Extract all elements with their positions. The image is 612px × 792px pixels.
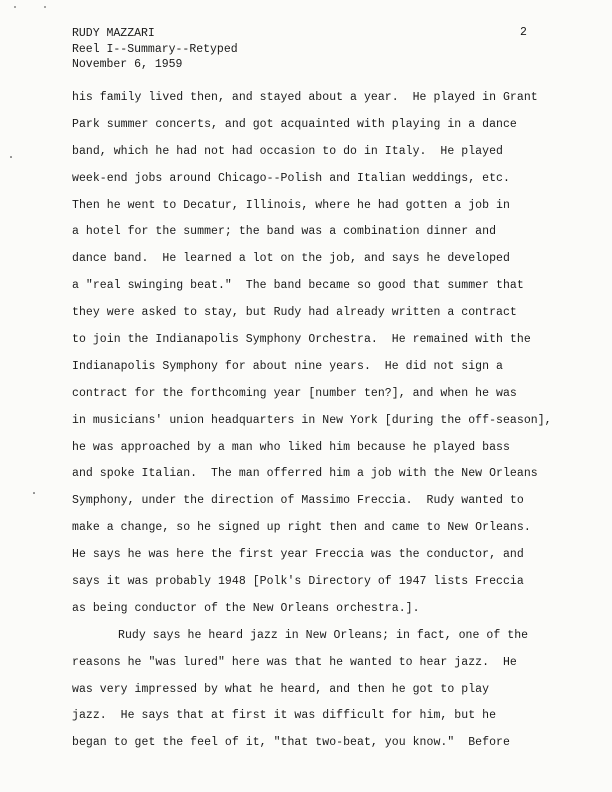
text-line: was very impressed by what he heard, and then he got to play [72, 682, 490, 696]
text-line: he was approached by a man who liked him because he played bass [72, 440, 510, 454]
text-line: Indianapolis Symphony for about nine years. He did not sign a [72, 359, 503, 373]
text-line: as being conductor of the New Orleans orchestra.]. [72, 601, 420, 615]
text-line: began to get the feel of it, "that two-beat, you know." Before [72, 736, 510, 750]
document-header [72, 26, 238, 73]
text-line: they were asked to stay, but Rudy had already written a contract [72, 306, 517, 320]
text-line: to join the Indianapolis Symphony Orchestra. He remained with the [72, 333, 531, 347]
text-line: and spoke Italian. The man offerred him a job with the New Orleans [72, 467, 538, 481]
reel-label: Reel I--Summary--Retyped [72, 42, 238, 56]
text-line: jazz. He says that at first it was difficult for him, but he [72, 709, 497, 723]
scan-speck [14, 6, 16, 8]
text-line: week-end jobs around Chicago--Polish and Italian weddings, etc. [72, 171, 510, 185]
text-line: a hotel for the summer; the band was a combination dinner and [72, 225, 497, 239]
text-line: dance band. He learned a lot on the job, and says he developed [72, 252, 510, 266]
text-line: his family lived then, and stayed about a year. He played in Grant [72, 91, 538, 104]
text-line: contract for the forthcoming year [number ten?], and when he was [72, 386, 517, 400]
interview-date: November 6, 1959 [72, 58, 183, 71]
text-line: band, which he had not had occasion to do in Italy. He played [72, 144, 503, 158]
scan-speck [33, 492, 35, 494]
paragraph-start-line: Rudy says he heard jazz in New Orleans; in fact, one of the [118, 628, 529, 642]
text-line: Park summer concerts, and got acquainted with playing in a dance [72, 117, 517, 131]
transcript-body [72, 90, 572, 762]
text-line: a "real swinging beat." The band became so good that summer that [72, 279, 524, 293]
scan-speck [10, 156, 12, 158]
text-line: Then he went to Decatur, Illinois, where he had gotten a job in [72, 198, 510, 212]
text-line: He says he was here the first year Freccia was the conductor, and [72, 548, 524, 562]
interviewee-name: RUDY MAZZARI [72, 27, 155, 40]
text-line: reasons he "was lured" here was that he wanted to hear jazz. He [72, 655, 517, 669]
text-line: says it was probably 1948 [Polk's Directory of 1947 lists Freccia [72, 575, 524, 589]
scan-speck [44, 6, 46, 8]
text-line: in musicians' union headquarters in New York [during the off-season], [72, 413, 552, 427]
text-line: Symphony, under the direction of Massimo Freccia. Rudy wanted to [72, 494, 524, 508]
text-line: make a change, so he signed up right then and came to New Orleans. [72, 521, 531, 535]
page-number: 2 [520, 26, 527, 39]
